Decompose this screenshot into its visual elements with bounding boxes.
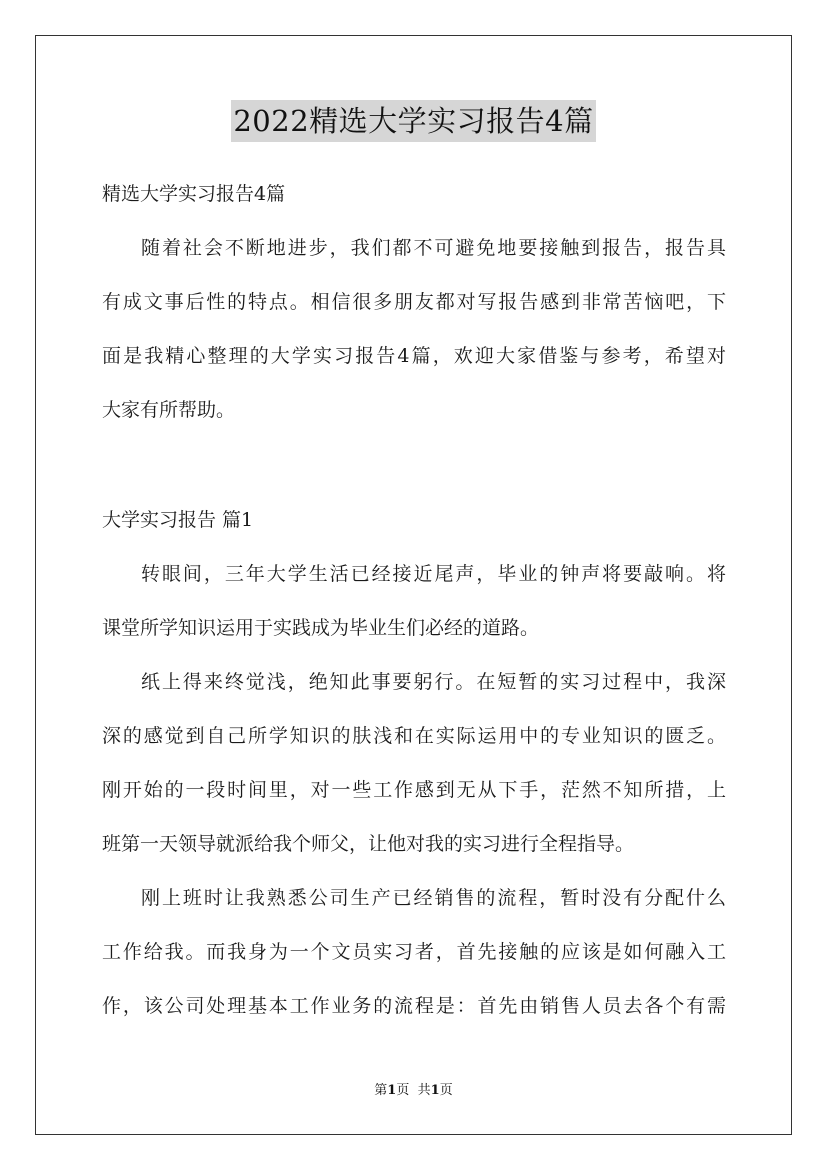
title-block: [0, 100, 827, 142]
paragraph1-line-2: 课堂所学知识运用于实践成为毕业生们必经的道路。: [102, 617, 540, 639]
section-heading: 大学实习报告 篇1: [102, 509, 254, 531]
intro-line-4: 大家有所帮助。: [102, 399, 236, 421]
footer-page-prefix: 第: [374, 1083, 388, 1098]
paragraph3-line-1: 刚上班时让我熟悉公司生产已经销售的流程，暂时没有分配什么: [141, 887, 726, 909]
paragraph3-line-3: 作，该公司处理基本工作业务的流程是：首先由销售人员去各个有需: [102, 995, 726, 1017]
page-footer: [0, 1082, 827, 1100]
paragraph2-line-4: 班第一天领导就派给我个师父，让他对我的实习进行全程指导。: [102, 833, 635, 855]
footer-total-suffix: 页: [439, 1083, 453, 1098]
document-title: 2022精选大学实习报告4篇: [231, 100, 595, 142]
paragraph2-line-3: 刚开始的一段时间里，对一些工作感到无从下手，茫然不知所措，上: [102, 779, 726, 801]
intro-line-1: 随着社会不断地进步，我们都不可避免地要接触到报告，报告具: [141, 237, 726, 259]
document-subtitle: 精选大学实习报告4篇: [102, 183, 286, 205]
intro-line-3: 面是我精心整理的大学实习报告4篇，欢迎大家借鉴与参考，希望对: [102, 345, 726, 367]
footer-total-prefix: 共: [417, 1083, 431, 1098]
paragraph3-line-2: 工作给我。而我身为一个文员实习者，首先接触的应该是如何融入工: [102, 941, 726, 963]
intro-line-2: 有成文事后性的特点。相信很多朋友都对写报告感到非常苦恼吧，下: [102, 291, 726, 313]
paragraph2-line-1: 纸上得来终觉浅，绝知此事要躬行。在短暂的实习过程中，我深: [141, 671, 726, 693]
footer-page-number: 1: [387, 1083, 397, 1098]
paragraph2-line-2: 深的感觉到自己所学知识的肤浅和在实际运用中的专业知识的匮乏。: [102, 725, 726, 747]
paragraph1-line-1: 转眼间，三年大学生活已经接近尾声，毕业的钟声将要敲响。将: [141, 563, 726, 585]
footer-total-number: 1: [430, 1083, 440, 1098]
footer-page-suffix: 页: [396, 1083, 410, 1098]
